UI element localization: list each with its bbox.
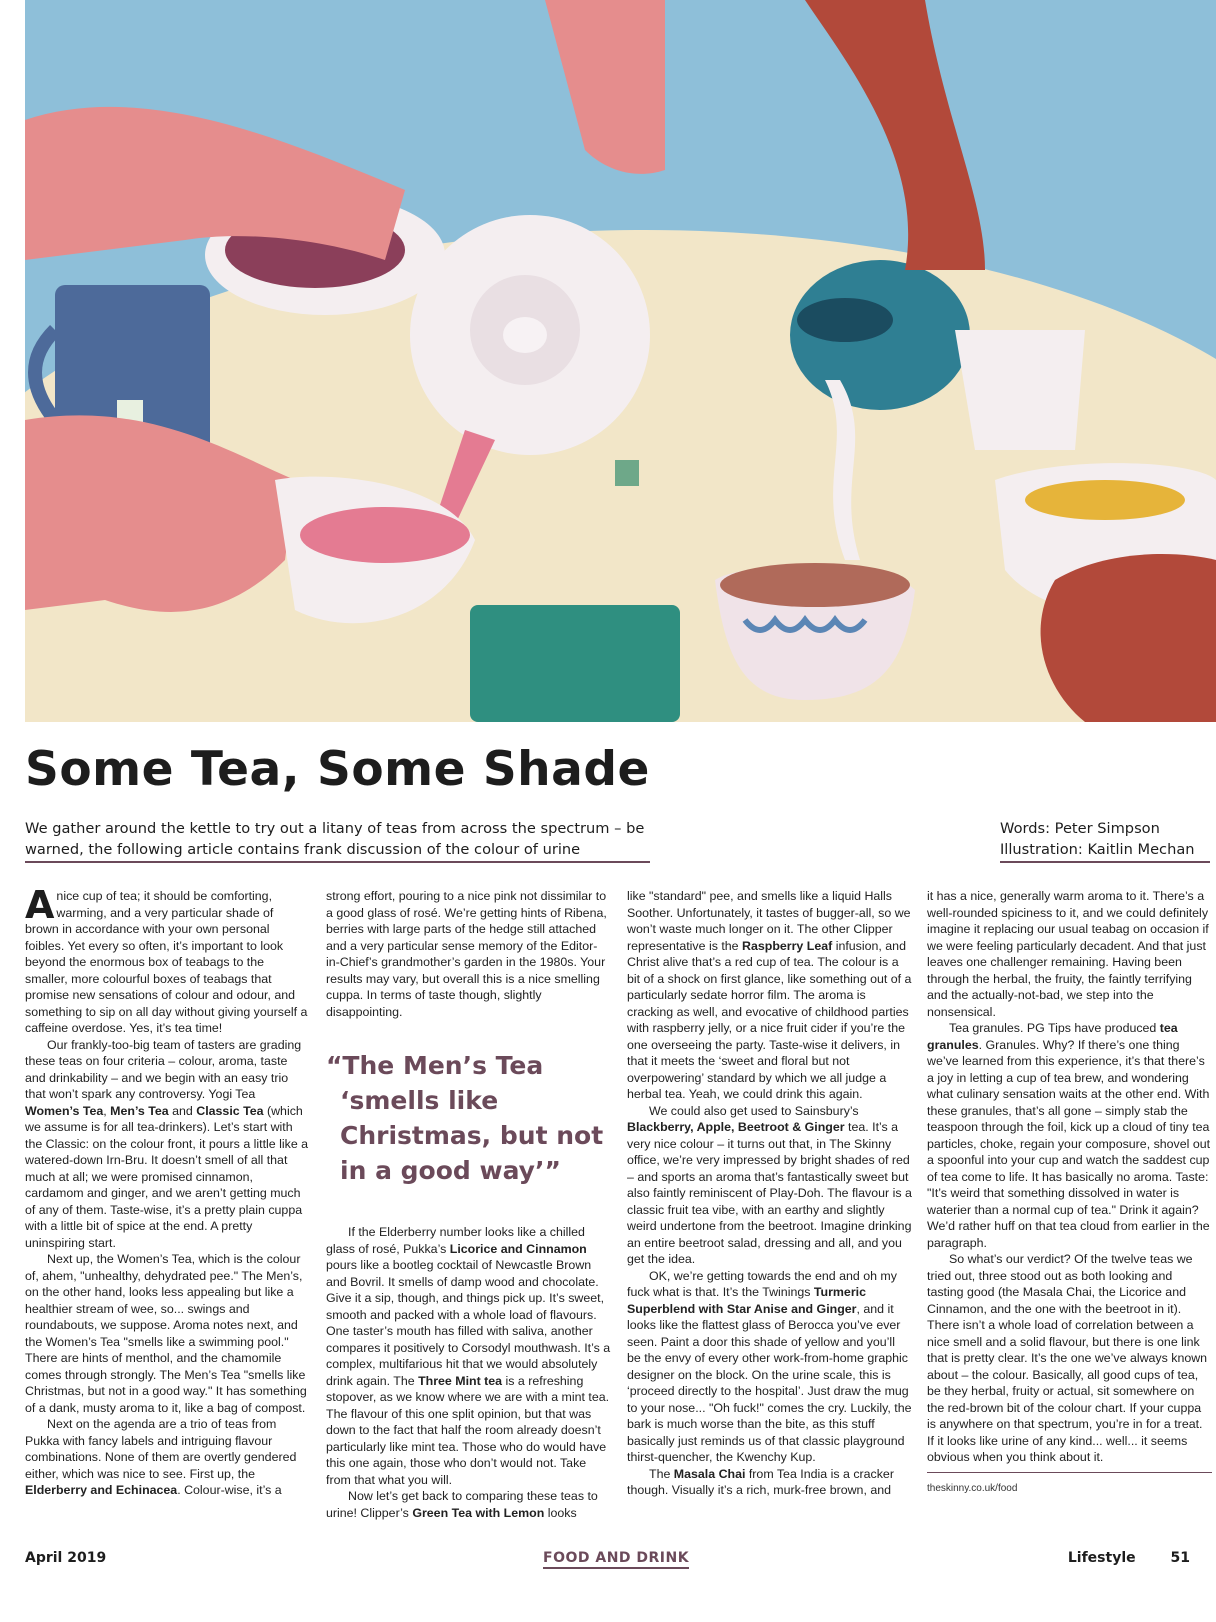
article-column-3 [627, 888, 912, 1499]
credit-illustration: Illustration: Kaitlin Mechan [1000, 841, 1195, 858]
footer-section: FOOD AND DRINK [543, 1550, 689, 1569]
paragraph: We could also get used to Sainsbury’s Blackberry, Apple, Beetroot & Ginger tea. It’s a very nice colour – it turns out that, in The Skinny office, we’re very impressed by bright shades of red – and sports an aroma that’s fantastically sweet but also faintly reminiscent of Play-Doh. The flavour is a classic fruit tea vibe, with an earthy and slightly weird undertone from the beetroot. Imagine drinking an entire beetroot salad, dressing and all, and you get the idea. [627, 1103, 912, 1266]
pull-quote-line-2: ‘smells like Christmas, but not in a good way’” [340, 1086, 604, 1185]
page-number: 51 [1170, 1550, 1190, 1566]
paragraph: strong effort, pouring to a nice pink not dissimilar to a good glass of rosé. We’re getting hints of Ribena, berries with large parts of the hedge still attached and a very particular sense memory of the Editor-in-Chief’s grandmother’s garden in the 1980s. Your results may vary, but overall this is a nice smelling cuppa. In terms of taste though, slightly disappointing. [326, 889, 607, 1019]
pull-quote [326, 1048, 611, 1188]
article-title: Some Tea, Some Shade [25, 742, 650, 797]
paragraph: Now let’s get back to comparing these teas to urine! Clipper’s Green Tea with Lemon looks [326, 1489, 598, 1520]
paragraph: OK, we’re getting towards the end and oh my fuck what is that. It’s the Twinings Turmeric Superblend with Star Anise and Ginger, and it looks like the flattest glass of Berocca you’ve ever seen. Paint a door this shade of yellow and you’ll be the envy of every other work-from-home graphic designer on the block. On the urine scale, this is ‘proceed directly to the hospital’. Just draw the mug to your nose... "Oh fuck!" comes the cry. Luckily, the bark is much worse than the bite, as this stuff basically just reminds us of that classic playground thirst-quencher, the Kwenchy Kup. [627, 1268, 912, 1464]
hand-red-bottomright [1041, 554, 1216, 722]
paragraph: So what’s our verdict? Of the twelve teas we tried out, three stood out as both looking and tasting good (the Masala Chai, the Licorice and Cinnamon, and the one with the beetroot in it). There isn’t a whole load of correlation between a nice smell and a solid flavour, but there is one link that is pretty clear. It’s the one we’ve always known about – the colour. Basically, all good cups of tea, be they herbal, fruity or actual, sit somewhere on the red-brown bit of the colour chart. If your cuppa is anywhere on that spectrum, you’re in for a treat. If it looks like urine of any kind... well... it seems obvious when you think about it. [927, 1252, 1208, 1464]
paragraph: If the Elderberry number looks like a chilled glass of rosé, Pukka’s Licorice and Cinnamon pours like a bootleg cocktail of Newcastle Brown and Bovril. It smells of damp wood and chocolate. Give it a sip, though, and things pick up. It’s sweet, smooth and packed with a whole load of flavours. One taster’s mouth has filled with saliva, another compares it positively to Corsodyl mouthwash. It’s a complex, multifarious hit that we would absolutely drink again. The Three Mint tea is a refreshing stopover, as we know where we are with a mint tea. The flavour of this one split opinion, but that was down to the fact that half the room already doesn’t particularly like mint tea. Those who do would have this one again, those who don’t would not. Take from that what you will. [326, 1225, 611, 1487]
paragraph: it has a nice, generally warm aroma to it. There’s a well-rounded spiciness to it, and we could definitely imagine it replacing our usual teabag on occasion if we were feeling particularly decadent. And that just leaves one challenger remaining. Having been through the herbal, the fruity, the faintly terrifying and the actually-not-bad, we step into the nonsensical. [927, 889, 1209, 1019]
footer-category: Lifestyle [1067, 1550, 1136, 1566]
article-credits [1000, 818, 1210, 863]
article-standfirst: We gather around the kettle to try out a litany of teas from across the spectrum – be warned, the following article contains frank discussion of the colour of urine [25, 818, 650, 863]
paragraph: Next on the agenda are a trio of teas from Pukka with fancy labels and intriguing flavour combinations. None of them are overtly gendered either, which was nice to see. First up, the Elderberry and Echinacea. Colour-wise, it’s a [25, 1417, 297, 1497]
article-column-1 [25, 883, 310, 1499]
footer-date: April 2019 [25, 1550, 107, 1566]
green-mug [470, 605, 680, 722]
footer-right [1068, 1550, 1190, 1566]
paragraph: The Masala Chai from Tea India is a cracker though. Visually it’s a rich, murk-free brown, and [627, 1466, 894, 1497]
paragraph: Next up, the Women’s Tea, which is the colour of, ahem, "unhealthy, dehydrated pee." The Men’s, on the other hand, looks less appealing but like a healthier stream of wee, so... swings and roundabouts, we suppose. Aroma notes next, and the Women’s Tea "smells like a swimming pool." There are hints of menthol, and the chamomile comes through strongly. The Men’s Tea "smells like Christmas, but not in a good way." It has something of a dank, musty aroma to it, like a bag of compost. [25, 1252, 307, 1415]
paragraph: Tea granules. PG Tips have produced tea granules. Granules. Why? If there’s one thing we’ve learned from this experience, it’s that there’s a joy in letting a cup of tea brew, and wondering what culinary sensation waits at the other end. With these granules, that’s all gone – simply stab the teaspoon through the foil, kick up a cloud of tiny tea particles, choke, regain your composure, shovel out a spoonful into your cup and watch the saddest cup of tea come to life. It has basically no aroma. Taste: "It’s weird that something dissolved in water is waterier than a normal cup of tea." Drink it again? We’d rather huff on that tea cloud from earlier in the paragraph. [927, 1021, 1211, 1250]
pull-quote-line-1: “The Men’s Tea [326, 1051, 544, 1080]
paragraph: Our frankly-too-big team of tasters are grading these teas on four criteria – colour, aroma, taste and drinkability – and we begin with an easy trio that won’t spark any controversy. Yogi Tea Women’s Tea, Men’s Tea and Classic Tea (which we assume is for all tea-drinkers). Let’s start with the Classic: on the colour front, it pours a little like a watered-down Irn-Bru. It doesn’t smell of all that much at all; we were promised cinnamon, cardamom and ginger, and we aren’t getting much of any of them. Taste-wise, it’s a pretty plain cuppa with a little bit of spice at the end. A pretty uninspiring start. [25, 1037, 309, 1250]
article-column-4 [927, 888, 1212, 1497]
paragraph: like "standard" pee, and smells like a liquid Halls Soother. Unfortunately, it tastes of bugger-all, so we won’t waste much longer on it. The other Clipper representative is the Raspberry Leaf infusion, and Christ alive that’s a red cup of tea. The colour is a bit of a shock on first glance, like something out of a particularly sedate horror film. The aroma is cracking as well, and evocative of childhood parties with raspberry jelly, or a nice fruit cider if you’re the one overseeing the party. Taste-wise it delivers, in that it meets the ‘sweet and floral but not overpowering’ standard by which we all judge a herbal tea. Yeah, we could drink this again. [627, 889, 912, 1101]
article-column-2 [326, 888, 611, 1521]
tea-illustration [25, 0, 1216, 722]
tea-illustration-svg [25, 0, 1216, 722]
credit-words: Words: Peter Simpson [1000, 820, 1160, 837]
drop-cap: A [25, 883, 55, 927]
paragraph: A nice cup of tea; it should be comforting, warming, and a very particular shade of brown in accordance with your own personal foibles. Yet every so often, it’s important to look beyond the enormous box of teabags to the smaller, more colourful boxes of teabags that promise new sensations of colour and odour, and something to sip on all day without giving yourself a caffeine overdose. Yes, it’s tea time! [25, 883, 308, 1035]
source-link[interactable]: theskinny.co.uk/food [927, 1472, 1212, 1498]
